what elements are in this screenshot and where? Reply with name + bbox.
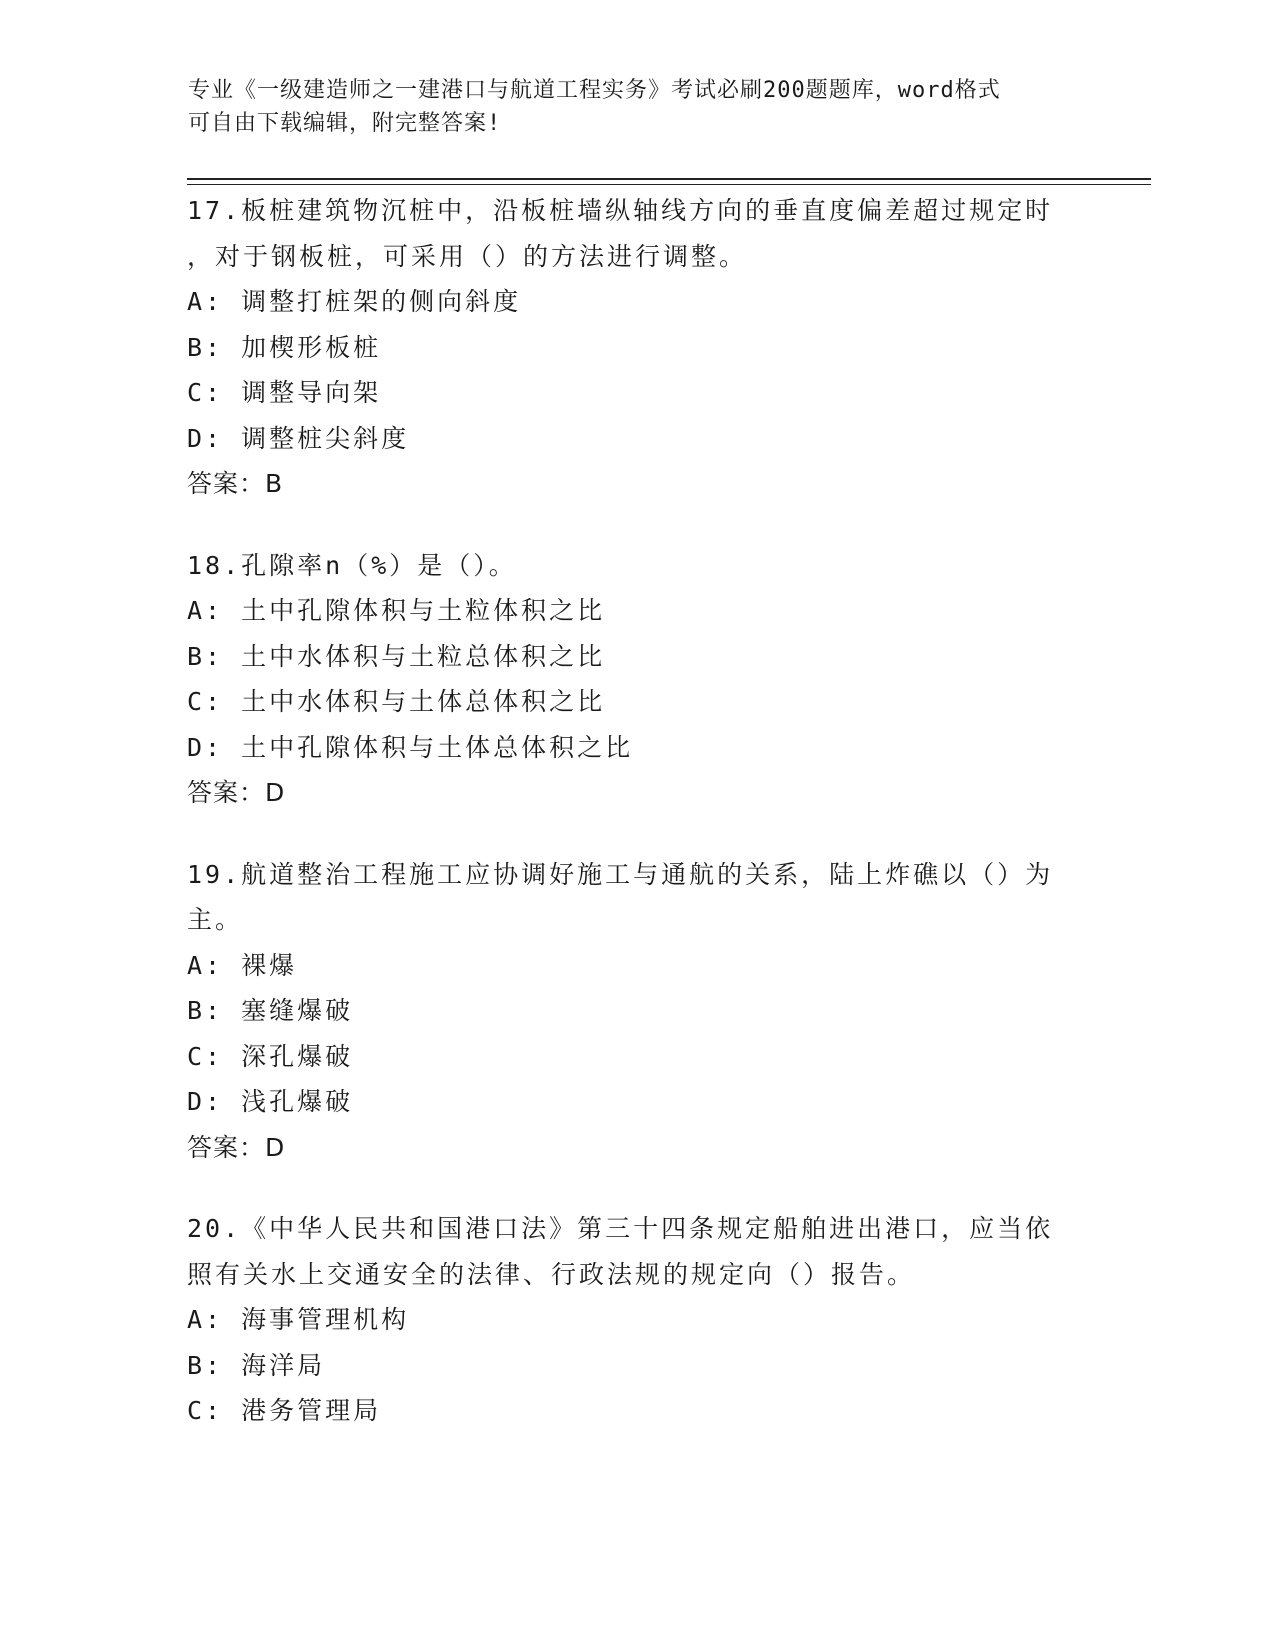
question-stem-line: 19.航道整治工程施工应协调好施工与通航的关系，陆上炸礁以（）为 bbox=[187, 859, 1054, 889]
header-line-2: 可自由下载编辑，附完整答案! bbox=[188, 111, 502, 136]
option-a: A: 海事管理机构 bbox=[187, 1305, 410, 1334]
question-17 bbox=[187, 188, 1087, 507]
option-d: D: 土中孔隙体积与土体总体积之比 bbox=[187, 732, 634, 762]
question-20 bbox=[187, 1206, 1087, 1434]
answer-text: 答案：B bbox=[187, 469, 284, 498]
question-19 bbox=[187, 852, 1087, 1171]
document-header bbox=[188, 74, 1088, 140]
question-stem-line: 照有关水上交通安全的法律、行政法规的规定向（）报告。 bbox=[187, 1259, 916, 1289]
question-18 bbox=[187, 543, 1087, 816]
question-stem-line: 17.板桩建筑物沉桩中，沿板桩墙纵轴线方向的垂直度偏差超过规定时 bbox=[187, 196, 1054, 225]
question-stem-line: 18.孔隙率n（%）是（）。 bbox=[187, 550, 517, 580]
option-c: C: 土中水体积与土体总体积之比 bbox=[187, 687, 606, 716]
option-c: C: 港务管理局 bbox=[187, 1396, 382, 1425]
option-a: A: 裸爆 bbox=[187, 950, 298, 980]
option-c: C: 深孔爆破 bbox=[187, 1041, 354, 1071]
option-d: D: 调整桩尖斜度 bbox=[187, 423, 410, 453]
answer-text: 答案：D bbox=[187, 778, 286, 807]
option-a: A: 调整打桩架的侧向斜度 bbox=[187, 287, 522, 316]
header-line-1: 专业《一级建造师之一建港口与航道工程实务》考试必刷200题题库，word格式 bbox=[188, 78, 1001, 103]
option-b: B: 土中水体积与土粒总体积之比 bbox=[187, 641, 606, 671]
question-stem-line: 主。 bbox=[187, 905, 244, 934]
answer-text: 答案：D bbox=[187, 1132, 286, 1162]
header-divider-thick bbox=[187, 178, 1151, 180]
option-b: B: 加楔形板桩 bbox=[187, 332, 382, 362]
question-stem-line: 20.《中华人民共和国港口法》第三十四条规定船舶进出港口，应当依 bbox=[187, 1214, 1054, 1243]
option-b: B: 海洋局 bbox=[187, 1350, 326, 1380]
question-stem-line: ，对于钢板桩，可采用（）的方法进行调整。 bbox=[187, 241, 748, 271]
question-list bbox=[187, 188, 1087, 1470]
option-d: D: 浅孔爆破 bbox=[187, 1087, 354, 1116]
option-a: A: 土中孔隙体积与土粒体积之比 bbox=[187, 596, 606, 625]
option-b: B: 塞缝爆破 bbox=[187, 996, 354, 1025]
header-divider-thin bbox=[187, 184, 1151, 185]
option-c: C: 调整导向架 bbox=[187, 378, 382, 407]
